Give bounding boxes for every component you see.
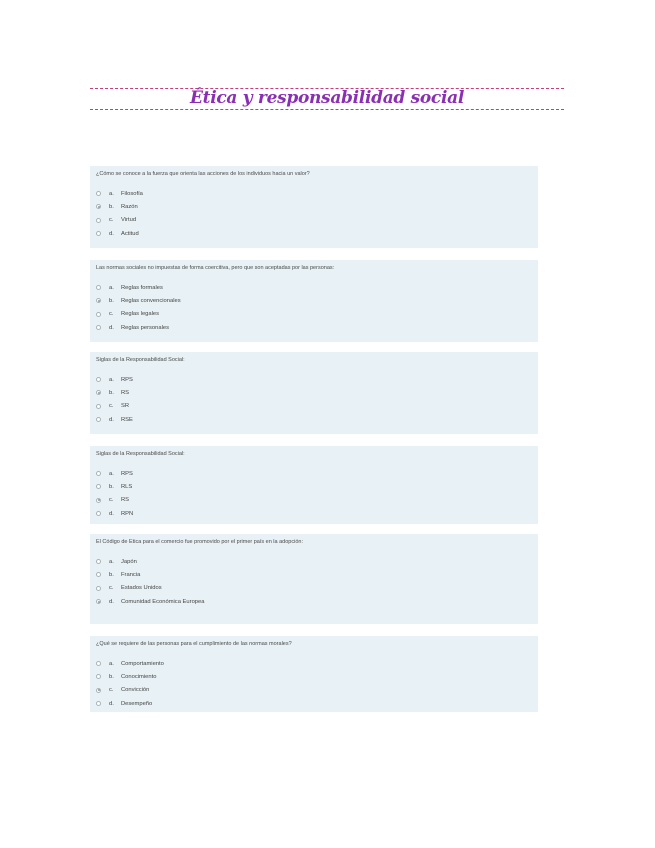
question-text: Siglas de la Responsabilidad Social: <box>96 451 185 457</box>
option-list <box>96 657 532 710</box>
option-letter: a. <box>109 190 114 197</box>
radio-button[interactable] <box>96 701 101 706</box>
question-card <box>90 446 538 524</box>
answer-option[interactable] <box>96 467 532 480</box>
option-letter: b. <box>109 571 114 578</box>
radio-button[interactable] <box>96 417 101 422</box>
title-bottom-rule <box>90 109 564 110</box>
answer-option[interactable] <box>96 386 532 399</box>
radio-button[interactable] <box>96 231 101 236</box>
option-label: Conocimiento <box>121 673 157 680</box>
option-label: Comportamiento <box>121 660 164 667</box>
option-label: Comunidad Económica Europea <box>121 598 205 605</box>
answer-option[interactable] <box>96 670 532 683</box>
option-letter: d. <box>109 230 114 237</box>
answer-option[interactable] <box>96 187 532 200</box>
option-label: Reglas formales <box>121 284 163 291</box>
option-letter: d. <box>109 416 114 423</box>
option-label: Estados Unidos <box>121 585 162 592</box>
option-label: Convicción <box>121 687 150 694</box>
question-text: ¿Qué se requiere de las personas para el cumplimiento de las normas morales? <box>96 641 292 647</box>
answer-option[interactable] <box>96 214 532 227</box>
radio-button[interactable] <box>96 390 101 395</box>
option-list <box>96 373 532 426</box>
answer-option[interactable] <box>96 308 532 321</box>
question-text: ¿Cómo se conoce a la fuerza que orienta las acciones de los individuos hacia un valor? <box>96 171 310 177</box>
option-list <box>96 187 532 240</box>
answer-option[interactable] <box>96 321 532 334</box>
option-label: RSE <box>121 416 133 423</box>
option-letter: b. <box>109 673 114 680</box>
option-label: Japón <box>121 558 137 565</box>
question-card <box>90 352 538 434</box>
option-letter: b. <box>109 297 114 304</box>
answer-option[interactable] <box>96 507 532 520</box>
option-letter: a. <box>109 284 114 291</box>
option-label: RPS <box>121 376 133 383</box>
page-title: Ética y responsabilidad social <box>189 88 465 108</box>
radio-button[interactable] <box>96 298 101 303</box>
radio-button[interactable] <box>96 559 101 564</box>
option-label: Reglas convencionales <box>121 297 181 304</box>
answer-option[interactable] <box>96 697 532 710</box>
option-letter: c. <box>109 497 114 504</box>
option-list <box>96 281 532 334</box>
radio-button[interactable] <box>96 572 101 577</box>
option-letter: d. <box>109 510 114 517</box>
radio-button[interactable] <box>96 191 101 196</box>
answer-option[interactable] <box>96 200 532 213</box>
question-card <box>90 260 538 342</box>
answer-option[interactable] <box>96 494 532 507</box>
question-text: Siglas de la Responsabilidad Social: <box>96 357 185 363</box>
option-letter: c. <box>109 311 114 318</box>
option-label: Razón <box>121 203 138 210</box>
radio-button[interactable] <box>96 661 101 666</box>
answer-option[interactable] <box>96 400 532 413</box>
option-list <box>96 555 532 608</box>
option-label: RLS <box>121 483 133 490</box>
answer-option[interactable] <box>96 595 532 608</box>
option-letter: d. <box>109 324 114 331</box>
option-label: RS <box>121 389 130 396</box>
answer-option[interactable] <box>96 480 532 493</box>
option-list <box>96 467 532 520</box>
option-letter: d. <box>109 700 114 707</box>
option-letter: c. <box>109 403 114 410</box>
option-letter: d. <box>109 598 114 605</box>
radio-button[interactable] <box>96 285 101 290</box>
answer-option[interactable] <box>96 373 532 386</box>
radio-button[interactable] <box>96 404 101 409</box>
radio-button[interactable] <box>96 674 101 679</box>
radio-button[interactable] <box>96 599 101 604</box>
option-letter: a. <box>109 660 114 667</box>
option-label: Francia <box>121 571 141 578</box>
radio-button[interactable] <box>96 586 101 591</box>
radio-button[interactable] <box>96 325 101 330</box>
option-label: RPS <box>121 470 133 477</box>
answer-option[interactable] <box>96 227 532 240</box>
radio-button[interactable] <box>96 484 101 489</box>
radio-button[interactable] <box>96 312 101 317</box>
option-label: Reglas personales <box>121 324 170 331</box>
question-text: El Código de Ética para el comercio fue promovido por el primer país en la adopción: <box>96 539 303 545</box>
radio-button[interactable] <box>96 511 101 516</box>
question-card <box>90 534 538 624</box>
option-label: RPN <box>121 510 134 517</box>
option-label: RS <box>121 497 130 504</box>
radio-button[interactable] <box>96 218 101 223</box>
option-letter: b. <box>109 203 114 210</box>
option-label: Actitud <box>121 230 139 237</box>
radio-button[interactable] <box>96 471 101 476</box>
radio-button[interactable] <box>96 498 101 503</box>
radio-button[interactable] <box>96 204 101 209</box>
option-letter: c. <box>109 585 114 592</box>
radio-button[interactable] <box>96 377 101 382</box>
option-letter: a. <box>109 376 114 383</box>
answer-option[interactable] <box>96 568 532 581</box>
radio-button[interactable] <box>96 688 101 693</box>
option-letter: c. <box>109 217 114 224</box>
answer-option[interactable] <box>96 555 532 568</box>
answer-option[interactable] <box>96 413 532 426</box>
option-label: Filosofía <box>121 190 143 197</box>
answer-option[interactable] <box>96 281 532 294</box>
option-label: Virtud <box>121 217 137 224</box>
option-letter: b. <box>109 483 114 490</box>
option-letter: a. <box>109 558 114 565</box>
option-label: SR <box>121 403 130 410</box>
question-card <box>90 166 538 248</box>
question-text: Las normas sociales no impuestas de forma coercitiva, pero que son aceptadas por las personas: <box>96 265 335 271</box>
option-label: Reglas legales <box>121 311 160 318</box>
answer-option[interactable] <box>96 657 532 670</box>
question-card <box>90 636 538 712</box>
option-letter: a. <box>109 470 114 477</box>
answer-option[interactable] <box>96 684 532 697</box>
option-label: Desempeño <box>121 700 153 707</box>
option-letter: c. <box>109 687 114 694</box>
answer-option[interactable] <box>96 294 532 307</box>
answer-option[interactable] <box>96 582 532 595</box>
option-letter: b. <box>109 389 114 396</box>
